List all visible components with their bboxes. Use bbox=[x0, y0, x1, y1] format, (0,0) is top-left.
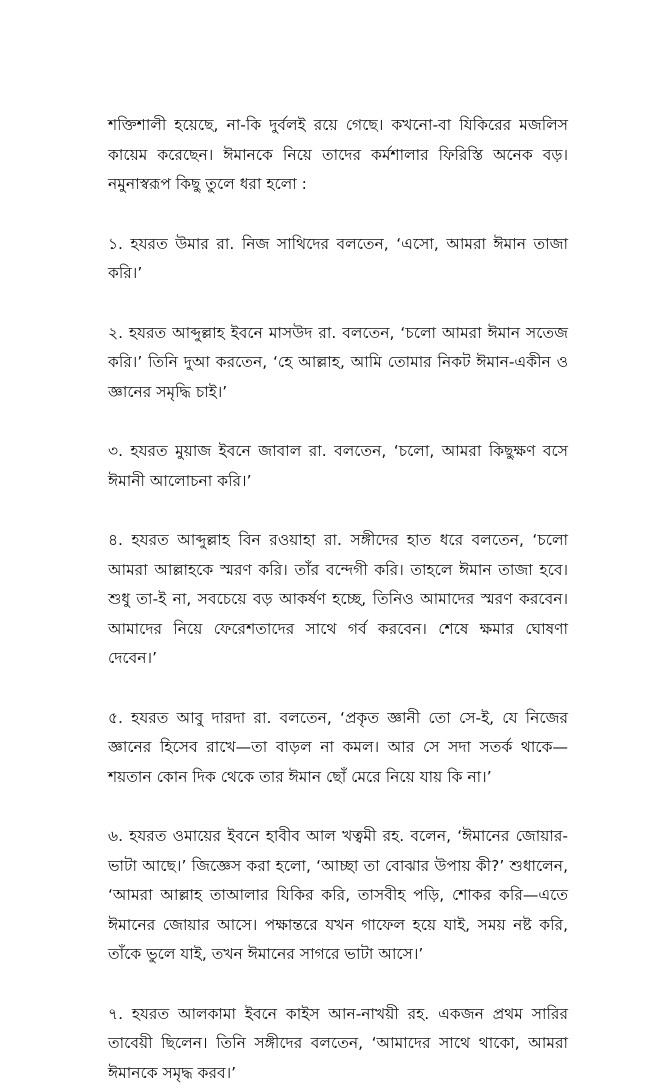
intro-paragraph: শক্তিশালী হয়েছে, না-কি দুর্বলই রয়ে গেছে। কখনো-বা যিকিরের মজলিস কায়েম করেছেন। ঈমানকে নিয়ে তাদের কর্মশালার ফিরিস্তি অনেক বড়। নমুনাস্বরূপ কিছু তুলে ধরা হলো : bbox=[108, 111, 568, 200]
list-item-1: ১. হযরত উমার রা. নিজ সাথিদের বলতেন, ‘এসো, আমরা ঈমান তাজা করি।’ bbox=[108, 230, 568, 289]
list-item-3: ৩. হযরত মুয়াজ ইবনে জাবাল রা. বলতেন, ‘চলো, আমরা কিছুক্ষণ বসে ঈমানী আলোচনা করি।’ bbox=[108, 437, 568, 496]
list-item-2: ২. হযরত আব্দুল্লাহ ইবনে মাসউদ রা. বলতেন, ‘চলো আমরা ঈমান সতেজ করি।’ তিনি দুআ করতেন, ‘হে আল্লাহ, আমি তোমার নিকট ঈমান-একীন ও জ্ঞানের সমৃদ্ধি চাই।’ bbox=[108, 319, 568, 408]
list-item-6: ৬. হযরত ওমায়ের ইবনে হাবীব আল খত্বমী রহ. বলেন, ‘ঈমানের জোয়ার-ভাটা আছে।’ জিজ্ঞেস করা হলো, ‘আচ্ছা তা বোঝার উপায় কী?’ শুধালেন, ‘আমরা আল্লাহ তাআলার যিকির করি, তাসবীহ পড়ি, শোকর করি—এতে ঈমানের জোয়ার আসে। পক্ষান্তরে যখন গাফেল হয়ে যাই, সময় নষ্ট করি, তাঁকে ভুলে যাই, তখন ঈমানের সাগরে ভাটা আসে।’ bbox=[108, 822, 568, 970]
list-item-7: ৭. হযরত আলকামা ইবনে কাইস আন-নাখয়ী রহ. একজন প্রথম সারির তাবেয়ী ছিলেন। তিনি সঙ্গীদের বলতেন, ‘আমাদের সাথে থাকো, আমরা ঈমানকে সমৃদ্ধ করব।’ bbox=[108, 1000, 568, 1088]
text-body bbox=[108, 111, 568, 1088]
list-item-5: ৫. হযরত আবু দারদা রা. বলতেন, ‘প্রকৃত জ্ঞানী তো সে-ই, যে নিজের জ্ঞানের হিসেব রাখে—তা বাড়ল না কমল। আর সে সদা সতর্ক থাকে—শয়তান কোন দিক থেকে তার ঈমান ছোঁ মেরে নিয়ে যায় কি না।’ bbox=[108, 704, 568, 793]
list-item-4: ৪. হযরত আব্দুল্লাহ বিন রওয়াহা রা. সঙ্গীদের হাত ধরে বলতেন, ‘চলো আমরা আল্লাহকে স্মরণ করি। তাঁর বন্দেগী করি। তাহলে ঈমান তাজা হবে। শুধু তা-ই না, সবচেয়ে বড় আকর্ষণ হচ্ছে, তিনিও আমাদের স্মরণ করবেন। আমাদের নিয়ে ফেরেশতাদের সাথে গর্ব করবেন। শেষে ক্ষমার ঘোষণা দেবেন।’ bbox=[108, 526, 568, 674]
